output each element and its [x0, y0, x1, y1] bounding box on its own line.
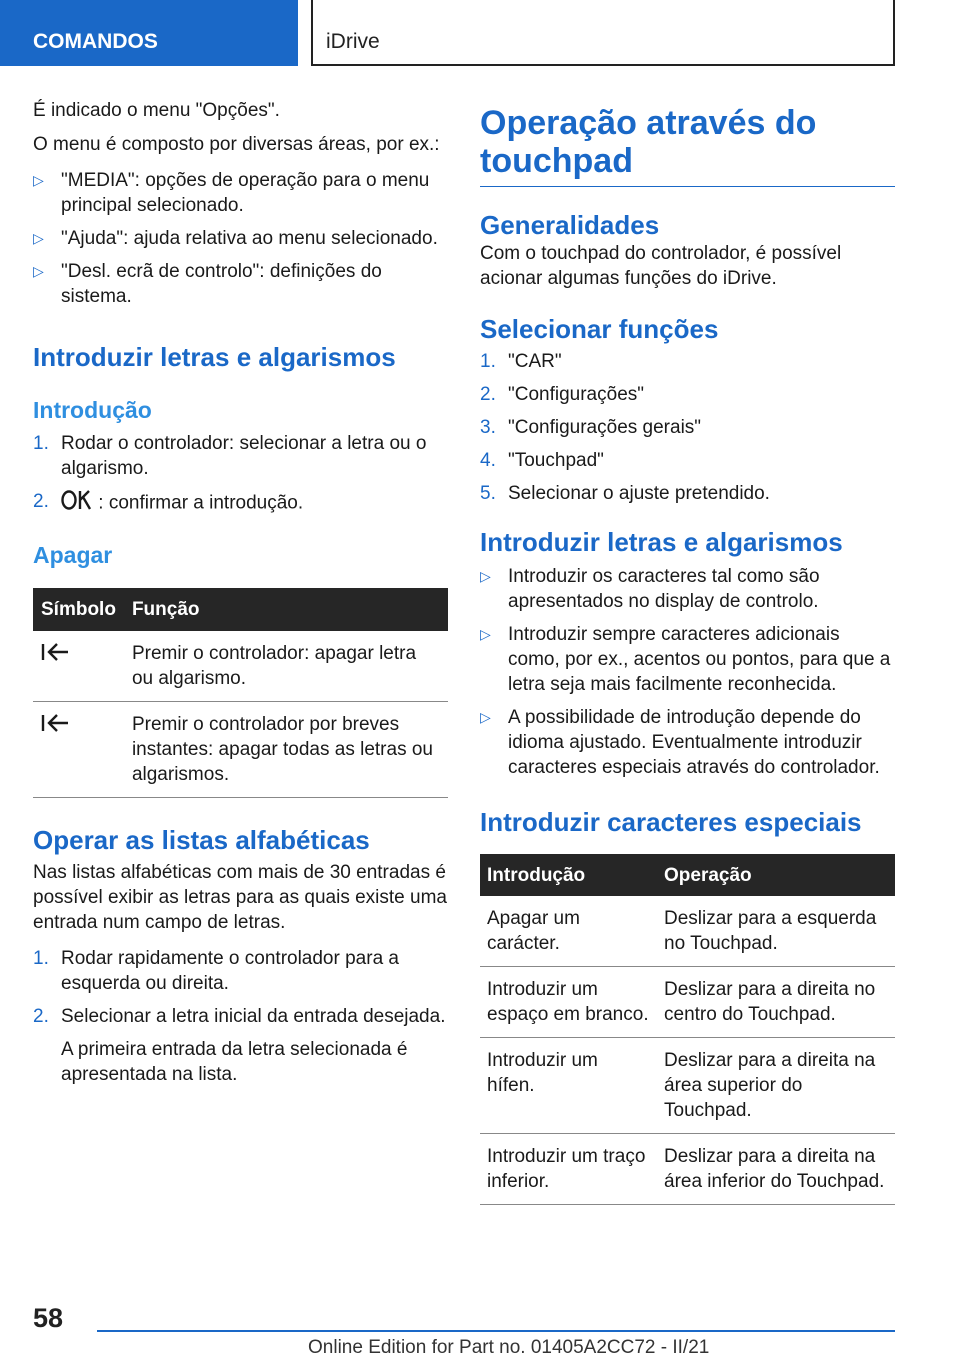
list-item: ▷ A possibilidade de introdução depende do idioma ajustado. Eventualmente introduzir caracteres especiais através do controlador.	[480, 707, 880, 778]
triangle-bullet-icon: ▷	[480, 568, 491, 584]
numbered-list	[33, 946, 448, 1029]
chapter-heading: Operação através do touchpad	[480, 104, 895, 187]
backspace-icon	[41, 718, 71, 739]
table-header: Introdução	[480, 854, 657, 896]
chapter-title: iDrive	[311, 0, 895, 66]
table-row	[33, 702, 448, 798]
list-item: 4. "Touchpad"	[480, 450, 604, 471]
list-item: ▷ "Ajuda": ajuda relativa ao menu selecionado.	[33, 228, 438, 249]
table-row	[480, 1038, 895, 1134]
subsection-heading: Introdução	[33, 397, 152, 423]
table-cell: Deslizar para a direita na área inferior do Touchpad.	[657, 1134, 895, 1205]
symbol-cell	[33, 702, 124, 798]
special-characters-table	[480, 854, 895, 1205]
list-item: 1. Rodar rapidamente o controlador para a esquerda ou direita.	[33, 948, 399, 994]
table-cell: Introduzir um espaço em branco.	[480, 967, 657, 1038]
table-row	[33, 631, 448, 702]
table-cell: Apagar um carácter.	[480, 896, 657, 967]
list-item: 2. "Configurações"	[480, 384, 645, 405]
paragraph: A primeira entrada da letra selecionada é apresentada na lista.	[61, 1039, 408, 1085]
paragraph: Com o touchpad do controlador, é possível acionar algumas funções do iDrive.	[480, 243, 842, 289]
table-header: Operação	[657, 854, 895, 896]
table-cell: Introduzir um traço inferior.	[480, 1134, 657, 1205]
list-item: ▷ Introduzir os caracteres tal como são apresentados no display de controlo.	[480, 566, 820, 612]
section-heading: Operar as listas alfabéticas	[33, 825, 370, 855]
list-item: ▷ Introduzir sempre caracteres adicionais como, por ex., acentos ou pontos, para que a letra seja mais facilmente reconhecida.	[480, 624, 891, 695]
list-item: ▷ "Desl. ecrã de controlo": definições do sistema.	[33, 261, 382, 307]
list-item: ▷ "MEDIA": opções de operação para o menu principal selecionado.	[33, 170, 430, 216]
paragraph: Nas listas alfabéticas com mais de 30 entradas é possível exibir as letras para as quais existe uma entrada num campo de letras.	[33, 862, 447, 933]
table-cell: Deslizar para a direita no centro do Touchpad.	[657, 967, 895, 1038]
backspace-icon	[41, 647, 71, 668]
triangle-bullet-icon: ▷	[33, 263, 44, 279]
list-item: 2. : confirmar a introdução.	[33, 489, 448, 518]
symbol-cell	[33, 631, 124, 702]
table-header: Função	[124, 588, 448, 631]
table-row	[480, 1134, 895, 1205]
table-cell: Deslizar para a esquerda no Touchpad.	[657, 896, 895, 967]
table-header: Símbolo	[33, 588, 124, 631]
list-item: 3. "Configurações gerais"	[480, 417, 702, 438]
page-footer	[0, 1290, 960, 1362]
subsection-heading: Apagar	[33, 542, 113, 568]
triangle-bullet-icon: ▷	[33, 172, 44, 188]
section-heading: Introduzir caracteres especiais	[480, 807, 862, 837]
list-item: 2. Selecionar a letra inicial da entrada desejada.	[33, 1006, 446, 1027]
numbered-list	[480, 349, 895, 506]
page-number: 58	[33, 1303, 64, 1333]
bullet-list	[480, 564, 895, 780]
page-header	[0, 0, 960, 66]
edition-note: Online Edition for Part no. 01405A2CC72 - II/21	[308, 1337, 710, 1358]
triangle-bullet-icon: ▷	[33, 230, 44, 246]
delete-symbols-table	[33, 588, 448, 798]
paragraph: O menu é composto por diversas áreas, por ex.:	[33, 134, 440, 155]
section-heading: Generalidades	[480, 210, 660, 240]
table-cell: Introduzir um hífen.	[480, 1038, 657, 1134]
triangle-bullet-icon: ▷	[480, 709, 491, 725]
table-row	[480, 896, 895, 967]
list-item: 1. Rodar o controlador: selecionar a letra ou o algarismo.	[33, 433, 427, 479]
paragraph: É indicado o menu "Opções".	[33, 100, 280, 121]
numbered-list	[33, 431, 448, 518]
left-column	[33, 98, 448, 1087]
right-column	[480, 104, 895, 1205]
section-heading: Introduzir letras e algarismos	[33, 342, 396, 372]
bullet-list	[33, 168, 448, 309]
section-heading: Selecionar funções	[480, 314, 719, 344]
ok-icon	[61, 489, 93, 518]
list-item: 5. Selecionar o ajuste pretendido.	[480, 483, 770, 504]
table-row	[480, 967, 895, 1038]
table-cell: Premir o controlador: apagar letra ou algarismo.	[124, 631, 448, 702]
footer-divider	[97, 1330, 895, 1332]
table-cell: Premir o controlador por breves instantes: apagar todas as letras ou algarismos.	[124, 702, 448, 798]
table-cell: Deslizar para a direita na área superior do Touchpad.	[657, 1038, 895, 1134]
section-tab: COMANDOS	[0, 0, 298, 66]
triangle-bullet-icon: ▷	[480, 626, 491, 642]
section-heading: Introduzir letras e algarismos	[480, 527, 843, 557]
list-item: 1. "CAR"	[480, 351, 562, 372]
